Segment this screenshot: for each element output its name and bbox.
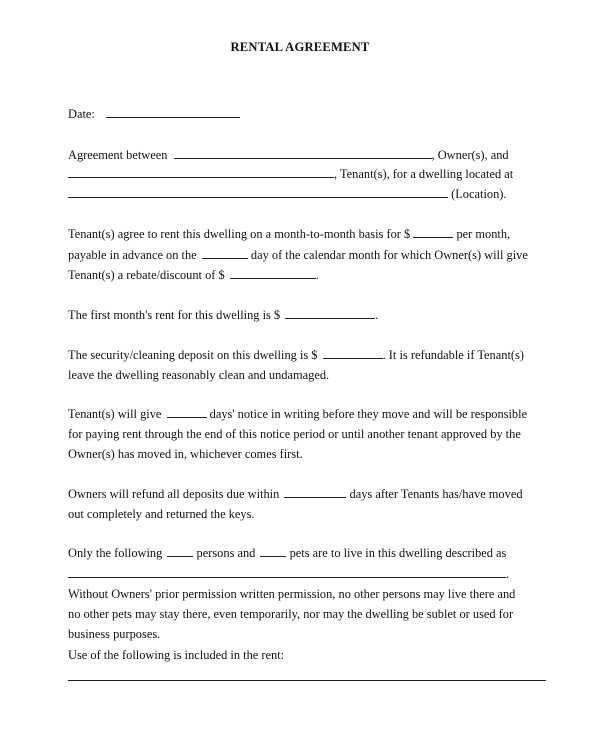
p8-line1: Without Owners' prior permission written permission, no other persons may live there and (68, 587, 516, 601)
p8-line4: Use of the following is included in the rent: (68, 648, 285, 662)
p1-line3: (Location). (68, 186, 507, 202)
date-label: Date: (68, 107, 95, 121)
p2-line3: Tenant(s) a rebate/discount of $ . (68, 268, 319, 282)
p2-line1: Tenant(s) agree to rent this dwelling on a month-to-month basis for $ per month, (68, 227, 511, 241)
p6-line1: Owners will refund all deposits due within days after Tenants has/have moved (68, 487, 523, 501)
document-title: RENTAL AGREEMENT (230, 40, 370, 54)
owner-name-blank[interactable] (174, 147, 432, 159)
p8-line2: no other pets may stay there, even temporarily, nor may the dwelling be sublet or used for (68, 607, 514, 621)
persons-count-blank[interactable] (167, 545, 193, 557)
included-items-blank[interactable] (68, 669, 546, 681)
location-blank[interactable] (68, 186, 448, 198)
p4-line1: The security/cleaning deposit on this dwelling is $ . It is refundable if Tenant(s) (68, 348, 524, 362)
deposit-blank[interactable] (323, 347, 383, 359)
notice-days-blank[interactable] (167, 406, 207, 418)
p4-line2: leave the dwelling reasonably clean and undamaged. (68, 368, 330, 382)
monthly-rent-blank[interactable] (413, 226, 453, 238)
tenant-name-blank[interactable] (68, 166, 334, 178)
p8-line3: business purposes. (68, 627, 161, 641)
p8-line5 (68, 669, 546, 685)
date-line (68, 106, 240, 122)
due-day-blank[interactable] (202, 247, 248, 259)
refund-days-blank[interactable] (284, 486, 346, 498)
p1-line1: Agreement between , Owner(s), and (68, 148, 509, 162)
p2-line2: payable in advance on the day of the calendar month for which Owner(s) will give (68, 248, 528, 262)
dwelling-description-blank[interactable] (68, 566, 506, 578)
p5-line2: for paying rent through the end of this notice period or until another tenant approved by the (68, 427, 521, 441)
p7-line1: Only the following persons and pets are to live in this dwelling described as (68, 546, 507, 560)
date-blank[interactable] (106, 106, 240, 118)
first-month-rent-blank[interactable] (285, 307, 375, 319)
p3-line1: The first month's rent for this dwelling is $ . (68, 308, 379, 322)
pets-count-blank[interactable] (260, 545, 286, 557)
p5-line3: Owner(s) has moved in, whichever comes first. (68, 447, 303, 461)
p7-line2: . (68, 566, 509, 582)
p6-line2: out completely and returned the keys. (68, 507, 255, 521)
discount-blank[interactable] (230, 267, 316, 279)
p5-line1: Tenant(s) will give days' notice in writing before they move and will be responsible (68, 407, 528, 421)
p1-line2: , Tenant(s), for a dwelling located at (68, 166, 513, 182)
